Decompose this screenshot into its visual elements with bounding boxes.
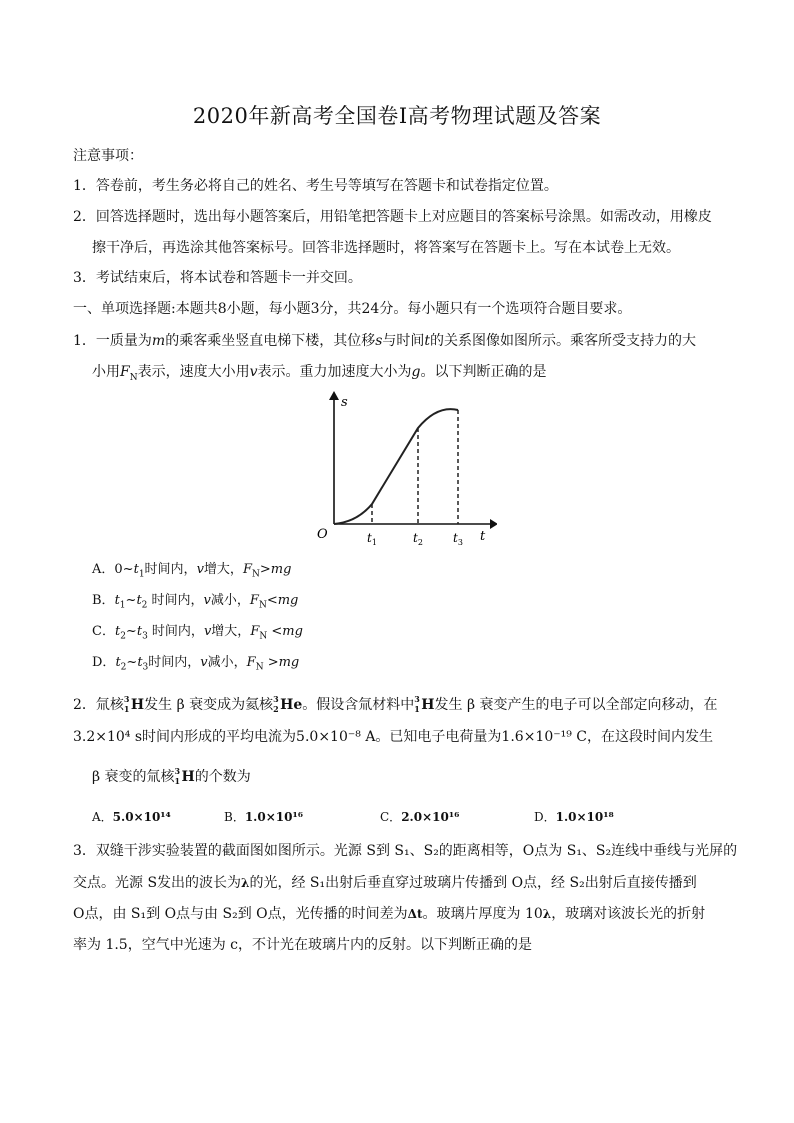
origin-label: O — [317, 527, 328, 542]
q2-stem-line3: β 衰变的氚核 3 1 H的个数为 — [92, 766, 251, 786]
note-item: 1．答卷前，考生务必将自己的姓名、考生号等填写在答题卡和试卷指定位置。 — [73, 178, 558, 194]
tick-label-t3: $t_3$ — [453, 531, 463, 547]
section-heading: 一、单项选择题:本题共8小题，每小题3分，共24分。每小题只有一个选项符合题目要求。 — [73, 301, 632, 317]
page-title: 2020年新高考全国卷Ⅰ高考物理试题及答案 — [192, 104, 602, 128]
q2-choice-b[interactable]: B．1.0×10¹⁶ — [224, 810, 303, 824]
t-axis-arrow — [490, 519, 497, 529]
q3-stem-line1: 3．双缝干涉实验装置的截面图如图所示。光源 S到 S₁、S₂的距离相等，O点为 S₁、S₂连线中垂线与光屏的 — [73, 843, 738, 859]
q2-choice-c[interactable]: C．2.0×10¹⁶ — [380, 810, 460, 824]
q1-option-c[interactable]: C．$t_2\sim t_3$ 时间内，v增大，$F_N <mg$ — [92, 624, 303, 642]
q3-stem-line2: 交点。光源 S发出的波长为λ的光，经 S₁出射后垂直穿过玻璃片传播到 O点，经 S₂出射后直接传播到 — [73, 875, 697, 891]
q2-stem-line2: 3.2×10⁴ s时间内形成的平均电流为5.0×10⁻⁸ A。已知电子电荷量为1.6×10⁻¹⁹ C，在这段时间内发生 — [73, 729, 714, 745]
tritium-symbol: 3 1 H — [123, 694, 145, 714]
q2-choice-d[interactable]: D．1.0×10¹⁸ — [534, 810, 614, 824]
q3-stem-line3: O点，由 S₁到 O点与由 S₂到 O点，光传播的时间差为Δt。玻璃片厚度为 10λ，玻璃对该波长光的折射 — [73, 906, 706, 922]
s-axis-label: s — [341, 395, 348, 410]
tritium-symbol: 3 1 H — [414, 694, 435, 714]
st-graph — [312, 388, 497, 548]
q1-option-b[interactable]: B．$t_1\sim t_2$ 时间内，v减小，$F_N<mg$ — [92, 593, 299, 611]
q1-option-a[interactable]: A．$0\sim t_1$时间内，v增大，$F_N>mg$ — [92, 562, 292, 580]
note-item: 擦干净后，再选涂其他答案标号。回答非选择题时，将答案写在答题卡上。写在本试卷上无效。 — [92, 240, 680, 256]
tritium-symbol: 3 1 H — [174, 766, 195, 786]
note-item: 2．回答选择题时，选出每小题答案后，用铅笔把答题卡上对应题目的答案标号涂黑。如需改动，用橡皮 — [73, 209, 712, 225]
helium-symbol: 3 2 He — [273, 694, 303, 714]
tick-label-t1: $t_1$ — [367, 531, 377, 547]
t-axis-label: t — [480, 529, 486, 544]
q1-stem-line2: 小用$F_N$表示，速度大小用v表示。重力加速度大小为g。以下判断正确的是 — [92, 364, 547, 383]
s-axis-arrow — [329, 391, 339, 400]
s-t-curve — [334, 409, 458, 524]
tick-label-t2: $t_2$ — [413, 531, 423, 547]
notes-header: 注意事项： — [73, 148, 143, 164]
q2-choice-a[interactable]: A．5.0×10¹⁴ — [92, 810, 171, 824]
q1-stem-line1: 1．一质量为m的乘客乘坐竖直电梯下楼，其位移s与时间t的关系图像如图所示。乘客所受支持力的大 — [73, 333, 697, 349]
q1-option-d[interactable]: D．$t_2\sim t_3$时间内，v减小，$F_N >mg$ — [92, 655, 300, 673]
note-item: 3．考试结束后，将本试卷和答题卡一并交回。 — [73, 270, 362, 286]
q3-stem-line4: 率为 1.5，空气中光速为 c，不计光在玻璃片内的反射。以下判断正确的是 — [73, 937, 533, 953]
q2-stem-line1: 2．氚核 3 1 H发生 β 衰变成为氦核 3 2 He。假设含氚材料中 3 1 H发生 β 衰变产生的电子可以全部定向移动，在 — [73, 694, 718, 714]
